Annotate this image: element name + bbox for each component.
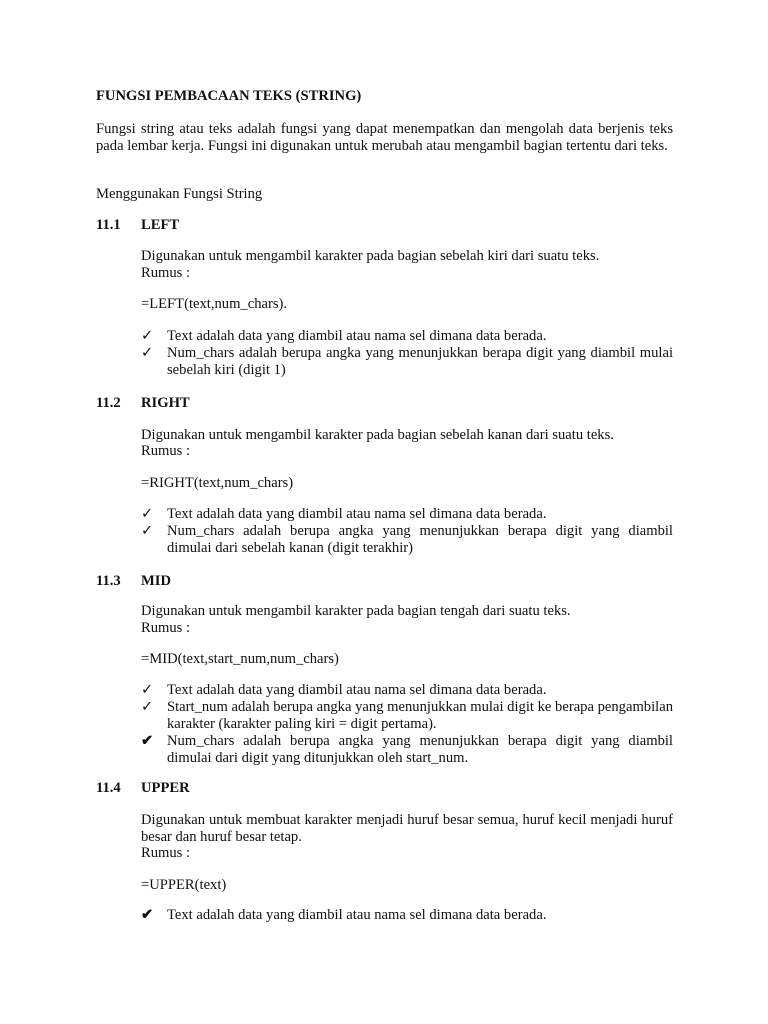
bullet-item: ✓ Text adalah data yang diambil atau nama sel dimana data berada.	[141, 506, 547, 522]
rumus-label: Rumus :	[141, 443, 191, 459]
section-number: 11.4	[96, 780, 121, 796]
check-icon: ✓	[141, 328, 154, 344]
section-number: 11.2	[96, 395, 121, 411]
check-icon: ✔	[141, 733, 154, 749]
rumus-label: Rumus :	[141, 620, 191, 636]
bullet-item: ✓ Num_chars adalah berupa angka yang menunjukkan berapa digit yang diambil mulai sebelah kiri (digit 1)	[141, 345, 673, 378]
section-heading-upper	[96, 780, 190, 797]
bullet-item: ✓ Text adalah data yang diambil atau nama sel dimana data berada.	[141, 682, 547, 698]
intro-paragraph: Fungsi string atau teks adalah fungsi yang dapat menempatkan dan mengolah data berjenis teks pada lembar kerja. Fungsi ini digunakan untuk merubah atau mengambil bagian tertentu dari teks.	[96, 121, 673, 154]
check-icon: ✔	[141, 907, 154, 923]
section-heading-right	[96, 395, 190, 412]
formula: =MID(text,start_num,num_chars)	[141, 651, 339, 667]
bullet-item: ✓ Num_chars adalah berupa angka yang menunjukkan berapa digit yang diambil dimulai dari sebelah kanan (digit terakhir)	[141, 523, 673, 556]
check-icon: ✓	[141, 506, 154, 522]
check-icon: ✓	[141, 699, 154, 715]
check-icon: ✓	[141, 682, 154, 698]
section-heading-left	[96, 217, 179, 234]
check-icon: ✓	[141, 345, 154, 361]
rumus-label: Rumus :	[141, 845, 191, 861]
section-number: 11.3	[96, 573, 121, 589]
bullet-item: ✓ Text adalah data yang diambil atau nama sel dimana data berada.	[141, 328, 547, 344]
section-name: RIGHT	[141, 395, 190, 411]
bullet-item: ✓ Start_num adalah berupa angka yang menunjukkan mulai digit ke berapa pengambilan karakter (karakter paling kiri = digit pertama).	[141, 699, 673, 732]
section-description: Digunakan untuk mengambil karakter pada bagian tengah dari suatu teks.	[141, 603, 571, 619]
section-heading-mid	[96, 573, 171, 590]
section-name: MID	[141, 573, 171, 589]
bullet-item: ✔ Num_chars adalah berupa angka yang menunjukkan berapa digit yang diambil dimulai dari digit yang ditunjukkan oleh start_num.	[141, 733, 673, 766]
formula: =RIGHT(text,num_chars)	[141, 475, 294, 491]
section-description: Digunakan untuk mengambil karakter pada bagian sebelah kanan dari suatu teks.	[141, 427, 614, 443]
bullet-item: ✔ Text adalah data yang diambil atau nama sel dimana data berada.	[141, 907, 547, 923]
formula: =UPPER(text)	[141, 877, 227, 893]
section-description: Digunakan untuk membuat karakter menjadi huruf besar semua, huruf kecil menjadi huruf besar dan huruf besar tetap.	[141, 812, 673, 845]
section-name: LEFT	[141, 217, 180, 233]
rumus-label: Rumus :	[141, 265, 191, 281]
section-name: UPPER	[141, 780, 190, 796]
section-description: Digunakan untuk mengambil karakter pada bagian sebelah kiri dari suatu teks.	[141, 248, 600, 264]
subtitle: Menggunakan Fungsi String	[96, 186, 263, 202]
check-icon: ✓	[141, 523, 154, 539]
formula: =LEFT(text,num_chars).	[141, 296, 288, 312]
section-number: 11.1	[96, 217, 121, 233]
document-title: FUNGSI PEMBACAAN TEKS (STRING)	[96, 88, 362, 104]
